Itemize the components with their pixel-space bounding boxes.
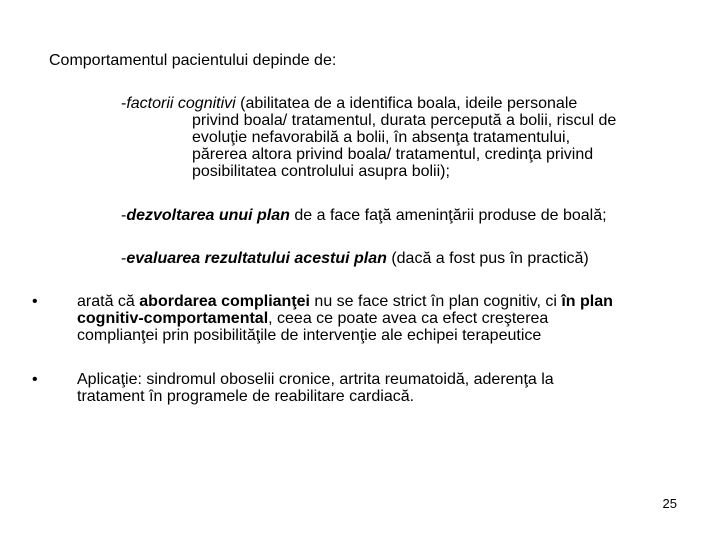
bullet-application-line-2: tratament în programele de reabilitare cardiacă. [77,388,415,405]
text-run-bold: abordarea complianţei [139,293,310,310]
factor-cognitive-desc-2: privind boala/ tratamentul, durata percepută a bolii, riscul de [192,112,617,129]
factor-evaluation [121,250,589,267]
factor-cognitive-desc-1: (abilitatea de a identifica boala, ideile personale [235,95,578,112]
text-run: arată că [77,293,140,310]
factor-cognitive-desc-3: evoluţie nefavorabilă a bolii, în absenţa tratamentului, [192,129,571,146]
bullet-icon: • [32,293,38,310]
factor-evaluation-term: evaluarea rezultatului acestui plan [126,250,387,267]
page-number: 25 [662,496,677,511]
text-run: , ceea ce poate avea ca efect creşterea [268,310,549,327]
factor-prefix: - [121,250,127,267]
bullet-compliance-line-2 [77,310,613,327]
factor-prefix: - [121,95,127,112]
bullet-text [77,293,613,344]
bullet-icon: • [32,371,38,388]
factor-cognitive-desc-5: posibilitatea controlului asupra bolii); [192,163,450,180]
factor-cognitive [121,95,616,180]
factor-cognitive-term: factorii cognitivi [126,95,236,112]
bullet-compliance-line-1 [77,293,613,310]
bullet-application-line-1: Aplicaţie: sindromul oboselii cronice, artrita reumatoidă, aderenţa la [77,371,554,388]
text-run-bold: în plan [561,293,613,310]
text-run-bold: cognitiv-comportamental [77,310,269,327]
factor-evaluation-line [121,250,589,267]
factor-plan-desc: de a face faţă ameninţării produse de boală; [289,207,607,224]
bullet-text [77,371,554,405]
factor-plan-term: dezvoltarea unui plan [126,207,290,224]
factor-plan-line [121,207,607,224]
factor-cognitive-line-1 [121,95,616,112]
slide-heading: Comportamentul pacientului depinde de: [49,52,337,69]
factor-cognitive-desc-4: părerea altora privind boala/ tratamentul, credinţa privind [192,146,594,163]
factor-prefix: - [121,207,127,224]
factor-evaluation-desc: (dacă a fost pus în practică) [386,250,589,267]
factor-plan [121,207,607,224]
text-run: nu se face strict în plan cognitiv, ci [309,293,562,310]
bullet-compliance-line-3: complianţei prin posibilităţile de intervenţie ale echipei terapeutice [77,327,542,344]
